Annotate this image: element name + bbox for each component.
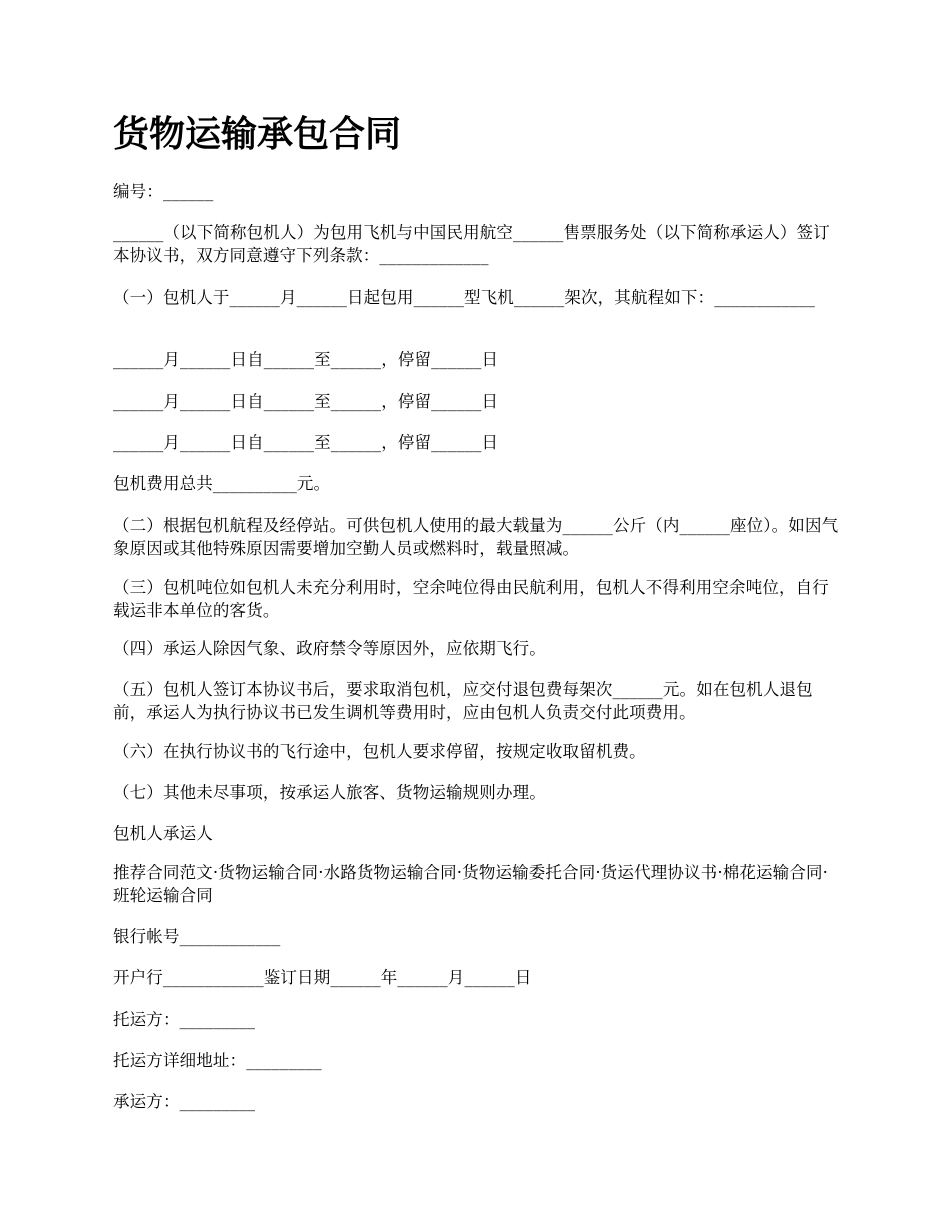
shipper-line: 托运方：_________ (113, 1010, 256, 1029)
parties-line: 包机人承运人 (113, 824, 213, 843)
shipper-address-line: 托运方详细地址：_________ (113, 1051, 322, 1070)
clause-7: （七）其他未尽事项，按承运人旅客、货物运输规则办理。 (113, 783, 546, 802)
route-row-2: ______月______日自______至______，停留______日 (113, 392, 499, 411)
clause-1: （一）包机人于______月______日起包用______型飞机______架次，其航程如下：____________ (113, 288, 815, 307)
recommend-line: 推荐合同范文·货物运输合同·水路货物运输合同·货物运输委托合同·货运代理协议书·棉花运输合同·班轮运输合同 (113, 863, 829, 905)
route-row-3: ______月______日自______至______，停留______日 (113, 433, 499, 452)
clause-3: （三）包机吨位如包机人未充分利用时，空余吨位得由民航利用，包机人不得利用空余吨位，自行载运非本单位的客货。 (113, 578, 829, 620)
total-fee-line: 包机费用总共__________元。 (113, 474, 331, 493)
bank-and-date-line: 开户行____________鉴订日期______年______月______日 (113, 968, 532, 987)
intro-paragraph: ______（以下简称包机人）为包用飞机与中国民用航空______售票服务处（以下简称承运人）签订本协议书，双方同意遵守下列条款：_____________ (113, 223, 830, 265)
contract-number: 编号：______ (113, 182, 214, 201)
clause-5: （五）包机人签订本协议书后，要求取消包机，应交付退包费每架次______元。如在包机人退包前，承运人为执行协议书已发生调机等费用时，应由包机人负责交付此项费用。 (113, 680, 813, 722)
bank-account-line: 银行帐号____________ (113, 927, 281, 946)
clause-4: （四）承运人除因气象、政府禁令等原因外，应依期飞行。 (113, 639, 546, 658)
route-row-1: ______月______日自______至______，停留______日 (113, 350, 499, 369)
clause-2: （二）根据包机航程及经停站。可供包机人使用的最大载量为______公斤（内______座位）。如因气象原因或其他特殊原因需要增加空勤人员或燃料时，载量照减。 (113, 516, 839, 558)
carrier-line: 承运方：_________ (113, 1092, 256, 1111)
page-title: 货物运输承包合同 (113, 114, 402, 155)
clause-6: （六）在执行协议书的飞行途中，包机人要求停留，按规定收取留机费。 (113, 742, 646, 761)
